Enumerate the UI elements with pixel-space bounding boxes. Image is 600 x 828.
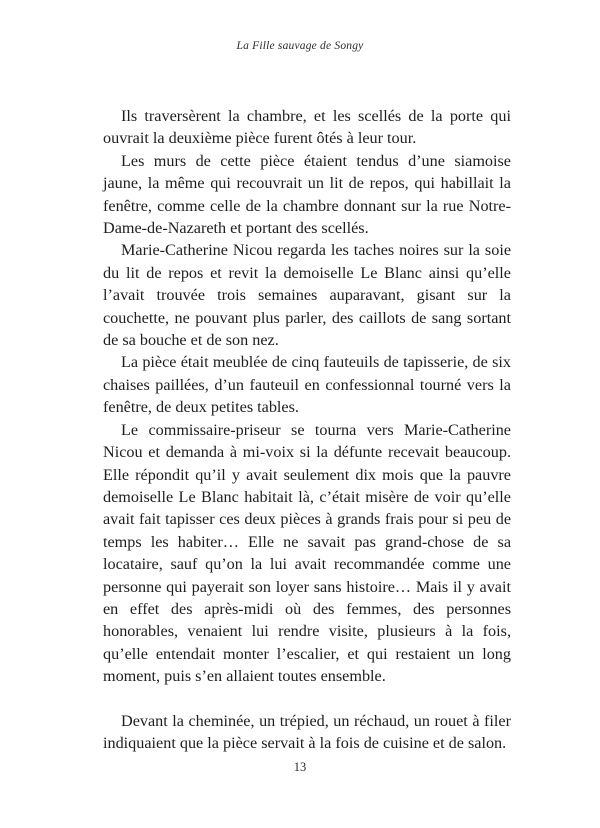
paragraph: Le commissaire-priseur se tourna vers Marie-Catherine Nicou et demanda à mi-voix si la défunte recevait beaucoup. Elle répondit qu’il y avait seulement dix mois que la pauvre demoiselle Le Blanc habitait là, c’était misère de voir qu’elle avait fait tapisser ces deux pièces à grands frais pour si peu de temps les habiter… Elle ne savait pas grand-chose de sa locataire, sauf qu’on la lui avait recommandée comme une personne qui payerait son loyer sans histoire… Mais il y avait en effet des après-midi où des femmes, des personnes honorables, venaient lui rendre visite, plusieurs à la fois, qu’elle entendait monter l’escalier, et qui restaient un long moment, puis s’en allaient toutes ensemble. [103, 420, 511, 686]
paragraph: Ils traversèrent la chambre, et les scellés de la porte qui ouvrait la deuxième pièce furent ôtés à leur tour. [103, 107, 511, 148]
paragraph: Devant la cheminée, un trépied, un réchaud, un rouet à filer indiquaient que la pièce servait à la fois de cuisine et de salon. [103, 711, 511, 753]
paragraph: Les murs de cette pièce étaient tendus d’une siamoise jaune, la même qui recouvrait un lit de repos, qui habillait la fenêtre, comme celle de la chambre donnant sur la rue Notre-Dame-de-Nazareth et portant des scellés. [103, 151, 511, 238]
running-title: La Fille sauvage de Songy [236, 40, 364, 52]
paragraph: Marie-Catherine Nicou regarda les taches noires sur la soie du lit de repos et revit la demoiselle Le Blanc ainsi qu’elle l’avait trouvée trois semaines auparavant, gisant sur la couchette, ne pouvant plus parler, des caillots de sang sortant de sa bouche et de son nez. [103, 241, 511, 350]
body-text [103, 105, 511, 755]
page-number: 13 [293, 760, 307, 774]
paragraph: La pièce était meublée de cinq fauteuils de tapisserie, de six chaises paillées, d’un fauteuil en confessionnal tourné vers la fenêtre, de deux petites tables. [103, 353, 511, 417]
